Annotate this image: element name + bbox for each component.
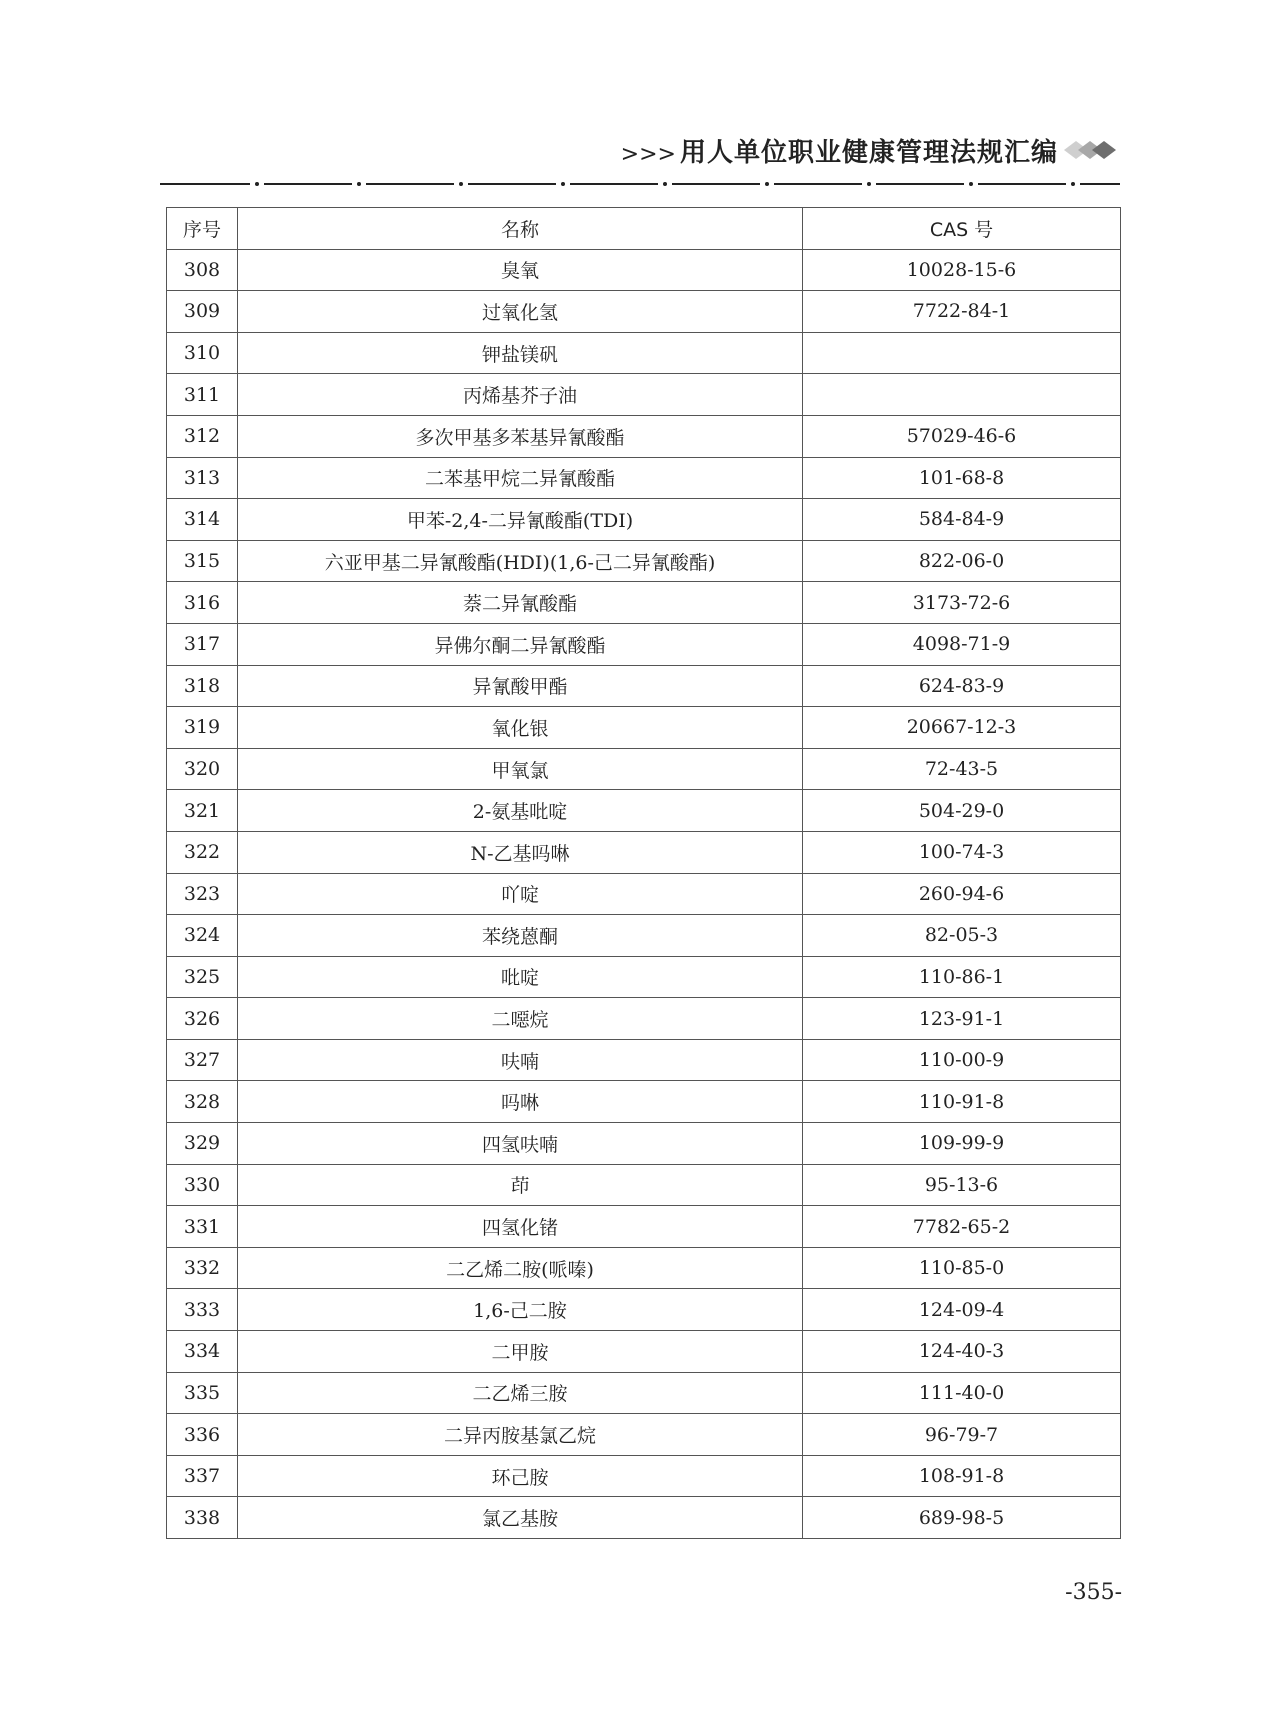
chemical-name: 二乙烯三胺 — [238, 1372, 803, 1414]
chemical-name: 多次甲基多苯基异氰酸酯 — [238, 415, 803, 457]
book-title: 用人单位职业健康管理法规汇编 — [679, 138, 1058, 168]
row-index: 318 — [167, 665, 238, 707]
row-index: 317 — [167, 623, 238, 665]
table-row — [167, 1123, 1121, 1165]
table-row — [167, 1372, 1121, 1414]
chemical-name: 六亚甲基二异氰酸酯(HDI)(1,6-己二异氰酸酯) — [238, 540, 803, 582]
row-index: 311 — [167, 374, 238, 416]
row-index: 335 — [167, 1372, 238, 1414]
cas-number — [803, 332, 1121, 374]
cas-number: 82-05-3 — [803, 915, 1121, 957]
table-row — [167, 415, 1121, 457]
running-header-title — [621, 132, 1058, 169]
row-index: 310 — [167, 332, 238, 374]
row-index: 331 — [167, 1206, 238, 1248]
table-row — [167, 499, 1121, 541]
cas-number — [803, 374, 1121, 416]
cas-number: 584-84-9 — [803, 499, 1121, 541]
chemical-name: 异氰酸甲酯 — [238, 665, 803, 707]
row-index: 333 — [167, 1289, 238, 1331]
row-index: 336 — [167, 1414, 238, 1456]
table-row — [167, 1497, 1121, 1539]
header-divider — [160, 180, 1120, 188]
chemical-name: 呋喃 — [238, 1039, 803, 1081]
table-row — [167, 291, 1121, 333]
table-row — [167, 1455, 1121, 1497]
cas-number: 100-74-3 — [803, 831, 1121, 873]
cas-number: 110-86-1 — [803, 956, 1121, 998]
cas-number: 689-98-5 — [803, 1497, 1121, 1539]
cas-number: 109-99-9 — [803, 1123, 1121, 1165]
row-index: 315 — [167, 540, 238, 582]
cas-number: 7722-84-1 — [803, 291, 1121, 333]
column-header-name: 名称 — [238, 208, 803, 250]
cas-number: 124-09-4 — [803, 1289, 1121, 1331]
table-row — [167, 374, 1121, 416]
cas-number: 260-94-6 — [803, 873, 1121, 915]
chemical-name: 萘二异氰酸酯 — [238, 582, 803, 624]
table-row — [167, 915, 1121, 957]
chemical-table — [166, 207, 1121, 1539]
row-index: 337 — [167, 1455, 238, 1497]
table-row — [167, 623, 1121, 665]
row-index: 327 — [167, 1039, 238, 1081]
chemical-name: 臭氧 — [238, 249, 803, 291]
chemical-name: 苯绕蒽酮 — [238, 915, 803, 957]
table-row — [167, 748, 1121, 790]
table-row — [167, 956, 1121, 998]
chemical-name: 过氧化氢 — [238, 291, 803, 333]
row-index: 316 — [167, 582, 238, 624]
table-header-row — [167, 208, 1121, 250]
chemical-name: 四氢化锗 — [238, 1206, 803, 1248]
chemical-name: 1,6-己二胺 — [238, 1289, 803, 1331]
row-index: 321 — [167, 790, 238, 832]
chemical-name: 环己胺 — [238, 1455, 803, 1497]
row-index: 313 — [167, 457, 238, 499]
cas-number: 57029-46-6 — [803, 415, 1121, 457]
row-index: 330 — [167, 1164, 238, 1206]
chemical-name: 茚 — [238, 1164, 803, 1206]
chemical-name: 四氢呋喃 — [238, 1123, 803, 1165]
chemical-name: 二苯基甲烷二异氰酸酯 — [238, 457, 803, 499]
cas-number: 7782-65-2 — [803, 1206, 1121, 1248]
chemical-name: 氯乙基胺 — [238, 1497, 803, 1539]
chemical-name: 甲苯-2,4-二异氰酸酯(TDI) — [238, 499, 803, 541]
running-header — [160, 132, 1120, 182]
cas-number: 20667-12-3 — [803, 707, 1121, 749]
cas-number: 822-06-0 — [803, 540, 1121, 582]
cas-number: 110-85-0 — [803, 1247, 1121, 1289]
column-header-cas: CAS 号 — [803, 208, 1121, 250]
row-index: 325 — [167, 956, 238, 998]
cas-number: 123-91-1 — [803, 998, 1121, 1040]
chemical-name: 钾盐镁矾 — [238, 332, 803, 374]
table-row — [167, 1289, 1121, 1331]
table-row — [167, 540, 1121, 582]
cas-number: 10028-15-6 — [803, 249, 1121, 291]
table-row — [167, 1414, 1121, 1456]
table-row — [167, 1206, 1121, 1248]
row-index: 322 — [167, 831, 238, 873]
chemical-name: 二噁烷 — [238, 998, 803, 1040]
table-row — [167, 831, 1121, 873]
row-index: 312 — [167, 415, 238, 457]
cas-number: 111-40-0 — [803, 1372, 1121, 1414]
table-row — [167, 1081, 1121, 1123]
cas-number: 96-79-7 — [803, 1414, 1121, 1456]
row-index: 314 — [167, 499, 238, 541]
row-index: 334 — [167, 1331, 238, 1373]
chemical-name: N-乙基吗啉 — [238, 831, 803, 873]
column-header-index: 序号 — [167, 208, 238, 250]
chemical-name: 二异丙胺基氯乙烷 — [238, 1414, 803, 1456]
cas-number: 110-91-8 — [803, 1081, 1121, 1123]
table-row — [167, 249, 1121, 291]
table-row — [167, 665, 1121, 707]
row-index: 326 — [167, 998, 238, 1040]
table-row — [167, 873, 1121, 915]
table-row — [167, 332, 1121, 374]
row-index: 332 — [167, 1247, 238, 1289]
chemical-name: 吗啉 — [238, 1081, 803, 1123]
cas-number: 72-43-5 — [803, 748, 1121, 790]
table-row — [167, 1039, 1121, 1081]
row-index: 308 — [167, 249, 238, 291]
table-row — [167, 457, 1121, 499]
chemical-name: 吡啶 — [238, 956, 803, 998]
diamond-ornament-icon — [1060, 138, 1120, 162]
table-row — [167, 1247, 1121, 1289]
chemical-name: 氧化银 — [238, 707, 803, 749]
table-row — [167, 707, 1121, 749]
chemical-name: 二乙烯二胺(哌嗪) — [238, 1247, 803, 1289]
chemical-name: 二甲胺 — [238, 1331, 803, 1373]
chemical-name: 异佛尔酮二异氰酸酯 — [238, 623, 803, 665]
chemical-name: 甲氧氯 — [238, 748, 803, 790]
table-row — [167, 998, 1121, 1040]
cas-number: 108-91-8 — [803, 1455, 1121, 1497]
row-index: 324 — [167, 915, 238, 957]
row-index: 338 — [167, 1497, 238, 1539]
row-index: 329 — [167, 1123, 238, 1165]
row-index: 319 — [167, 707, 238, 749]
chemical-name: 吖啶 — [238, 873, 803, 915]
row-index: 323 — [167, 873, 238, 915]
table-row — [167, 582, 1121, 624]
chevron-right-icon: >>> — [620, 142, 676, 167]
table-row — [167, 1164, 1121, 1206]
chemical-name: 2-氨基吡啶 — [238, 790, 803, 832]
cas-number: 95-13-6 — [803, 1164, 1121, 1206]
table-row — [167, 1331, 1121, 1373]
table-row — [167, 790, 1121, 832]
chemical-name: 丙烯基芥子油 — [238, 374, 803, 416]
row-index: 309 — [167, 291, 238, 333]
row-index: 328 — [167, 1081, 238, 1123]
cas-number: 4098-71-9 — [803, 623, 1121, 665]
cas-number: 3173-72-6 — [803, 582, 1121, 624]
cas-number: 624-83-9 — [803, 665, 1121, 707]
table-body — [167, 249, 1121, 1538]
cas-number: 124-40-3 — [803, 1331, 1121, 1373]
cas-number: 504-29-0 — [803, 790, 1121, 832]
page-number: -355- — [1065, 1580, 1122, 1605]
row-index: 320 — [167, 748, 238, 790]
cas-number: 110-00-9 — [803, 1039, 1121, 1081]
cas-number: 101-68-8 — [803, 457, 1121, 499]
